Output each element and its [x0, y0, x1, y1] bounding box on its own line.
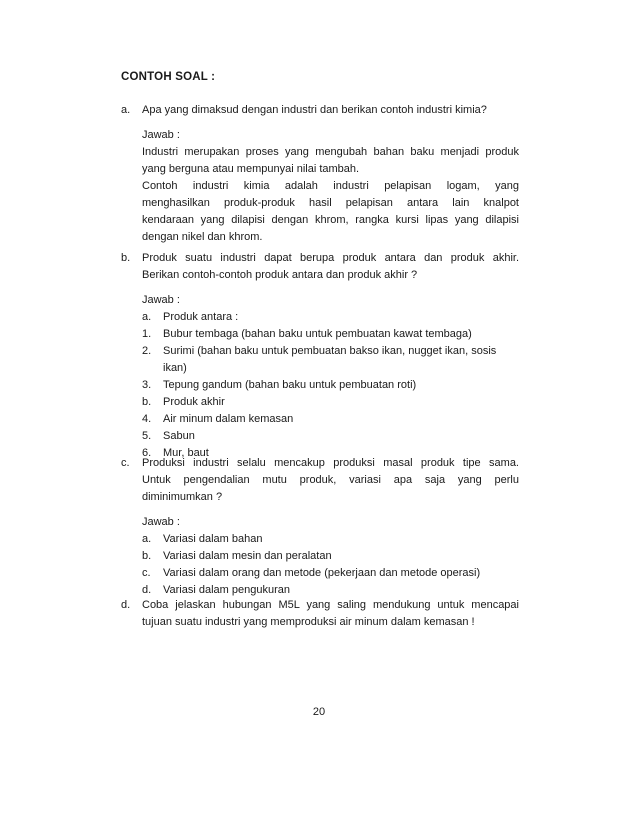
- list-item: [142, 428, 519, 445]
- list-item: [142, 565, 519, 582]
- question-letter: a.: [121, 104, 131, 116]
- list-text: Air minum dalam kemasan: [163, 413, 294, 425]
- answer-line: menghasilkan produk-produk hasil pelapisan antara lain knalpot: [142, 197, 519, 209]
- answer-label: Jawab :: [142, 129, 180, 141]
- question-letter: b.: [121, 252, 131, 264]
- list-marker: a.: [142, 533, 152, 545]
- question-c: [121, 455, 519, 599]
- list-text: Variasi dalam pengukuran: [163, 584, 290, 596]
- list-item: [142, 360, 519, 377]
- section-heading: CONTOH SOAL :: [121, 71, 216, 83]
- question-text: tujuan suatu industri yang memproduksi air minum dalam kemasan !: [142, 616, 475, 628]
- list-marker: a.: [142, 311, 152, 323]
- page-number: 20: [312, 706, 326, 718]
- question-text: Untuk pengendalian mutu produk, variasi apa saja yang perlu: [142, 474, 519, 486]
- list-text: Variasi dalam orang dan metode (pekerjaan dan metode operasi): [163, 567, 481, 579]
- list-item: [142, 411, 519, 428]
- answer-line: kendaraan yang dilapisi dengan khrom, rangka kursi lipas yang dilapisi: [142, 214, 519, 226]
- list-text: Mur, baut: [163, 447, 209, 459]
- answer-line: dengan nikel dan khrom.: [142, 231, 263, 243]
- list-text: Produk akhir: [163, 396, 225, 408]
- list-text: Variasi dalam mesin dan peralatan: [163, 550, 332, 562]
- question-text: diminimumkan ?: [142, 491, 223, 503]
- answer-line: Contoh industri kimia adalah industri pelapisan logam, yang: [142, 180, 519, 192]
- question-d: [121, 597, 519, 631]
- list-marker: c.: [142, 567, 151, 579]
- list-item: [142, 343, 519, 360]
- list-marker: [142, 360, 163, 377]
- list-text: Variasi dalam bahan: [163, 533, 263, 545]
- list-item: [142, 394, 519, 411]
- list-marker: 5.: [142, 430, 152, 442]
- list-text: Tepung gandum (bahan baku untuk pembuatan roti): [163, 379, 417, 391]
- list-marker: d.: [142, 584, 152, 596]
- answer-line: yang berguna atau mempunyai nilai tambah.: [142, 163, 360, 175]
- question-letter: c.: [121, 457, 130, 469]
- list-item: [142, 377, 519, 394]
- list-marker: b.: [142, 396, 152, 408]
- question-letter: d.: [121, 599, 131, 611]
- list-text: Bubur tembaga (bahan baku untuk pembuatan kawat tembaga): [163, 328, 472, 340]
- question-text: Coba jelaskan hubungan M5L yang saling mendukung untuk mencapai: [142, 599, 519, 611]
- list-item: [142, 548, 519, 565]
- question-text: Berikan contoh-contoh produk antara dan produk akhir ?: [142, 269, 418, 281]
- answer-label: Jawab :: [142, 294, 180, 306]
- list-item: [142, 309, 519, 326]
- question-text: Produksi industri selalu mencakup produksi masal produk tipe sama.: [142, 457, 519, 469]
- list-text: Sabun: [163, 430, 195, 442]
- question-b: [121, 250, 519, 462]
- list-item: [142, 531, 519, 548]
- list-item: [142, 326, 519, 343]
- list-marker: 3.: [142, 379, 152, 391]
- list-marker: 1.: [142, 328, 152, 340]
- answer-line: Industri merupakan proses yang mengubah bahan baku menjadi produk: [142, 146, 519, 158]
- list-marker: b.: [142, 550, 152, 562]
- list-text: Surimi (bahan baku untuk pembuatan bakso ikan, nugget ikan, sosis: [163, 345, 497, 357]
- list-marker: 2.: [142, 345, 152, 357]
- answer-label: Jawab :: [142, 516, 180, 528]
- question-a: [121, 102, 519, 246]
- question-text: Apa yang dimaksud dengan industri dan berikan contoh industri kimia?: [142, 104, 487, 116]
- list-text: Produk antara :: [163, 311, 239, 323]
- list-marker: 4.: [142, 413, 152, 425]
- question-text: Produk suatu industri dapat berupa produk antara dan produk akhir.: [142, 252, 519, 264]
- list-marker: 6.: [142, 447, 152, 459]
- list-text: ikan): [163, 362, 187, 374]
